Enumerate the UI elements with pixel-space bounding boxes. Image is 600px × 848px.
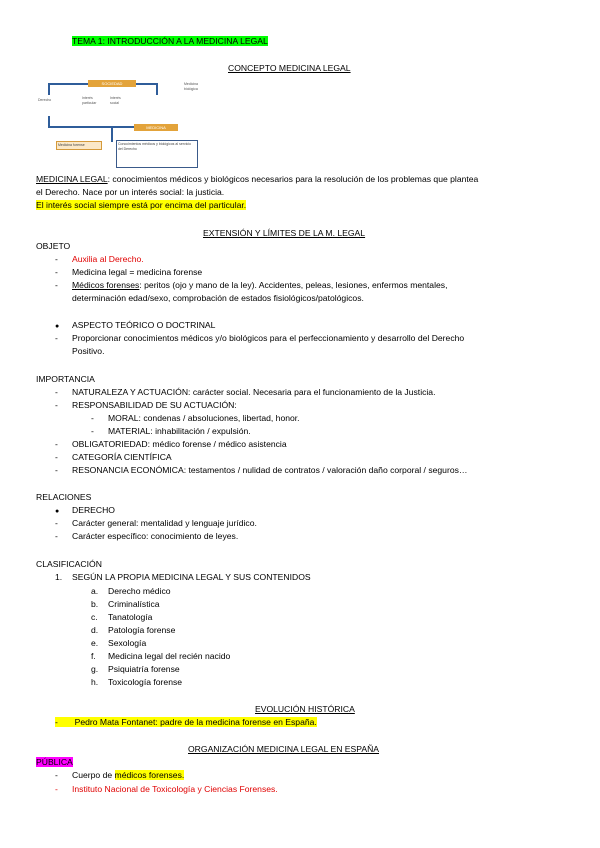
importancia-subitem-material: MATERIAL: inhabilitación / expulsión. [108, 426, 251, 436]
importancia-item-responsabilidad: RESPONSABILIDAD DE SU ACTUACIÓN: [72, 400, 237, 410]
diagram-label-social: Interés social [110, 96, 121, 105]
importancia-item-naturaleza: NATURALEZA Y ACTUACIÓN: carácter social. Necesaria para el funcionamiento de la Justicia. [72, 387, 436, 397]
clasificacion-item: Criminalística [108, 599, 160, 609]
importancia-item-resonancia: RESONANCIA ECONÓMICA: testamentos / nulidad de contratos / valoración daño corporal / seguros… [72, 465, 468, 475]
dash: - [55, 387, 58, 397]
diagram-arrow-line [48, 83, 50, 95]
clasificacion-item: Psiquiatría forense [108, 664, 180, 674]
dash: - [55, 518, 58, 528]
definition-line-1: MEDICINA LEGAL: conocimientos médicos y biológicos necesarios para la resolución de los problemas que plantea [36, 174, 479, 184]
dash: - [55, 333, 58, 343]
diagram-arrow-line [156, 83, 158, 95]
clasificacion-item-letter: f. [91, 651, 96, 661]
diagram-box-sociedad: SOCIEDAD [88, 80, 136, 87]
clasificacion-item-letter: a. [91, 586, 99, 596]
importancia-subitem-moral: MORAL: condenas / absoluciones, libertad, honor. [108, 413, 300, 423]
dash: - [55, 717, 58, 727]
clasificacion-item: Medicina legal del recién nacido [108, 651, 231, 661]
label-importancia: IMPORTANCIA [36, 374, 95, 384]
clasificacion-item-letter: b. [91, 599, 99, 609]
dash: - [91, 413, 94, 423]
definition-highlight: El interés social siempre está por encima del particular. [36, 200, 247, 210]
importancia-item-obligatoriedad: OBLIGATORIEDAD: médico forense / médico asistencia [72, 439, 287, 449]
section-heading-concepto: CONCEPTO MEDICINA LEGAL [228, 63, 351, 73]
dash: - [55, 465, 58, 475]
clasificacion-item-letter: c. [91, 612, 98, 622]
clasificacion-subheading: SEGÚN LA PROPIA MEDICINA LEGAL Y SUS CONTENIDOS [72, 572, 311, 582]
label-publica: PÚBLICA [36, 757, 73, 767]
bullet: ● [55, 508, 60, 515]
dash: - [55, 531, 58, 541]
diagram-box-conocimientos: Conocimientos médicos y biológicos al servicio del Derecho [116, 140, 198, 168]
clasificacion-item-letter: d. [91, 625, 99, 635]
section-heading-evolucion: EVOLUCIÓN HISTÓRICA [255, 704, 355, 714]
objeto-item-auxilia: Auxilia al Derecho. [72, 254, 144, 264]
objeto-item-medicos-forenses: Médicos forenses: peritos (ojo y mano de la ley). Accidentes, peleas, lesiones, enfermos mentales, [72, 280, 448, 290]
dash: - [55, 770, 58, 780]
diagram-label-particular: Interés particular [82, 96, 97, 105]
diagram-arrow-line [136, 83, 158, 85]
label-objeto: OBJETO [36, 241, 71, 251]
clasificacion-number: 1. [55, 572, 63, 582]
diagram-arrow-line [111, 126, 113, 142]
relaciones-item-especifico: Carácter específico: conocimiento de leyes. [72, 531, 239, 541]
clasificacion-item-letter: g. [91, 664, 99, 674]
diagram-arrow-line [48, 83, 88, 85]
importancia-item-categoria: CATEGORÍA CIENTÍFICA [72, 452, 172, 462]
term-medicina-legal: MEDICINA LEGAL [36, 174, 108, 184]
dash: - [55, 439, 58, 449]
dash: - [55, 452, 58, 462]
evolucion-item: - Pedro Mata Fontanet: padre de la medicina forense en España. [55, 717, 317, 727]
diagram-box-medicina: MEDICINA [134, 124, 178, 131]
clasificacion-item: Sexología [108, 638, 147, 648]
dash: - [55, 254, 58, 264]
objeto-item-medicos-forenses-cont: determinación edad/sexo, comprobación de estados fisiológicos/patológicos. [72, 293, 364, 303]
publica-item-instituto: Instituto Nacional de Toxicología y Ciencias Forenses. [72, 784, 278, 794]
page-title: TEMA 1: INTRODUCCIÓN A LA MEDICINA LEGAL [72, 36, 268, 46]
clasificacion-item-letter: h. [91, 677, 99, 687]
aspecto-text-1: Proporcionar conocimientos médicos y/o biológicos para el perfeccionamiento y desarrollo del Derecho [72, 333, 465, 343]
label-clasificacion: CLASIFICACIÓN [36, 559, 102, 569]
definition-line-2: el Derecho. Nace por un interés social: la justicia. [36, 187, 225, 197]
diagram-arrow-line [48, 116, 50, 128]
section-heading-organizacion: ORGANIZACIÓN MEDICINA LEGAL EN ESPAÑA [188, 744, 380, 754]
clasificacion-item: Patología forense [108, 625, 176, 635]
aspecto-text-2: Positivo. [72, 346, 105, 356]
diagram-label-medicina-biologica: Medicina biológica [184, 82, 199, 91]
clasificacion-item-letter: e. [91, 638, 99, 648]
objeto-item-medicina-forense: Medicina legal = medicina forense [72, 267, 203, 277]
aspecto-heading: ASPECTO TEÓRICO O DOCTRINAL [72, 320, 216, 330]
section-heading-extension: EXTENSIÓN Y LÍMITES DE LA M. LEGAL [203, 228, 366, 238]
clasificacion-item: Tanatología [108, 612, 153, 622]
dash: - [91, 426, 94, 436]
label-relaciones: RELACIONES [36, 492, 92, 502]
dash: - [55, 400, 58, 410]
concept-diagram [36, 80, 236, 170]
dash: - [55, 784, 58, 794]
publica-item-cuerpo: Cuerpo de médicos forenses. [72, 770, 185, 780]
diagram-arrow-line [48, 126, 134, 128]
dash: - [55, 280, 58, 290]
relaciones-item-derecho: DERECHO [72, 505, 115, 515]
diagram-box-forense: Medicina forense [56, 141, 102, 150]
clasificacion-item: Derecho médico [108, 586, 171, 596]
dash: - [55, 267, 58, 277]
diagram-label-derecho: Derecho [38, 98, 52, 102]
relaciones-item-general: Carácter general: mentalidad y lenguaje jurídico. [72, 518, 257, 528]
clasificacion-item: Toxicología forense [108, 677, 183, 687]
bullet: ● [55, 323, 60, 330]
